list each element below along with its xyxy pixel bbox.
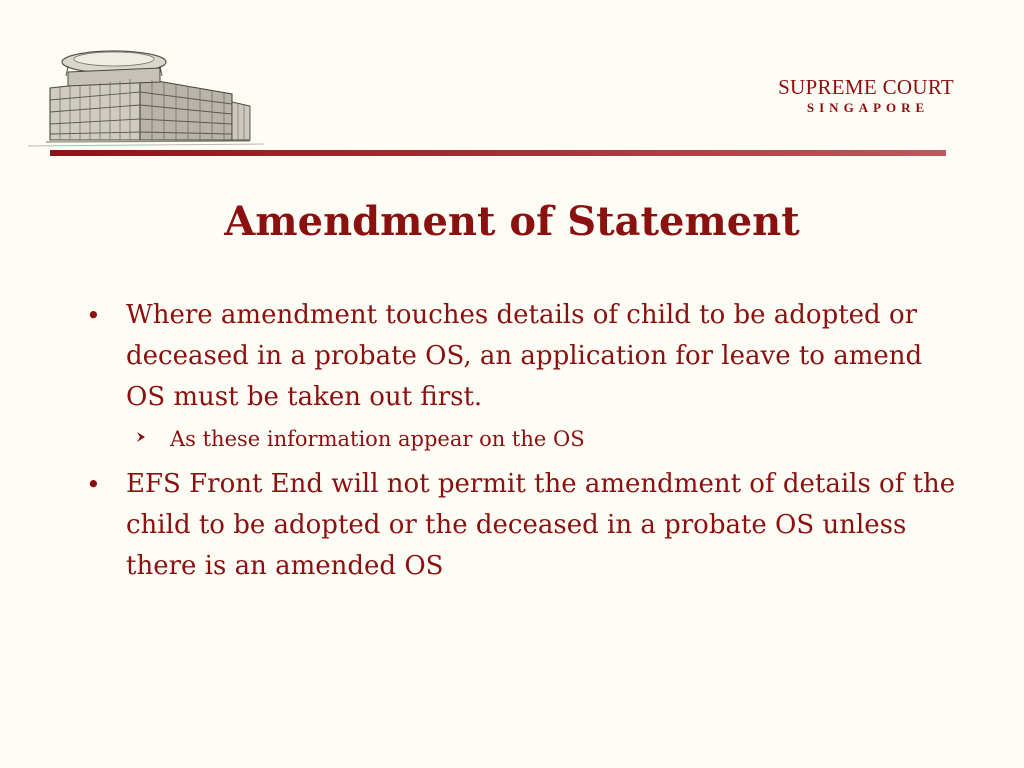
- bullet-text: EFS Front End will not permit the amendment of details of the child to be adopted or the deceased in a probate OS unless there is an amended OS: [126, 469, 956, 581]
- brand-name: SUPREME COURT: [778, 75, 954, 99]
- slide-content: [82, 295, 962, 587]
- header-divider: [50, 150, 946, 156]
- slide-title: Amendment of Statement: [224, 198, 800, 245]
- sub-bullet-item: [136, 424, 962, 454]
- bullet-item: [82, 464, 962, 587]
- disc-bullet-icon: •: [86, 301, 101, 330]
- brand-subtitle: SINGAPORE: [806, 100, 930, 115]
- bullet-item: [82, 295, 962, 418]
- brand-block: [778, 76, 954, 118]
- supreme-court-building-icon: [28, 42, 268, 152]
- disc-bullet-icon: •: [86, 470, 101, 499]
- arrowhead-bullet-icon: [136, 424, 170, 454]
- sub-bullet-text: As these information appear on the OS: [170, 427, 585, 451]
- bullet-text: Where amendment touches details of child to be adopted or deceased in a probate OS, an application for leave to amend OS must be taken out first.: [126, 300, 923, 412]
